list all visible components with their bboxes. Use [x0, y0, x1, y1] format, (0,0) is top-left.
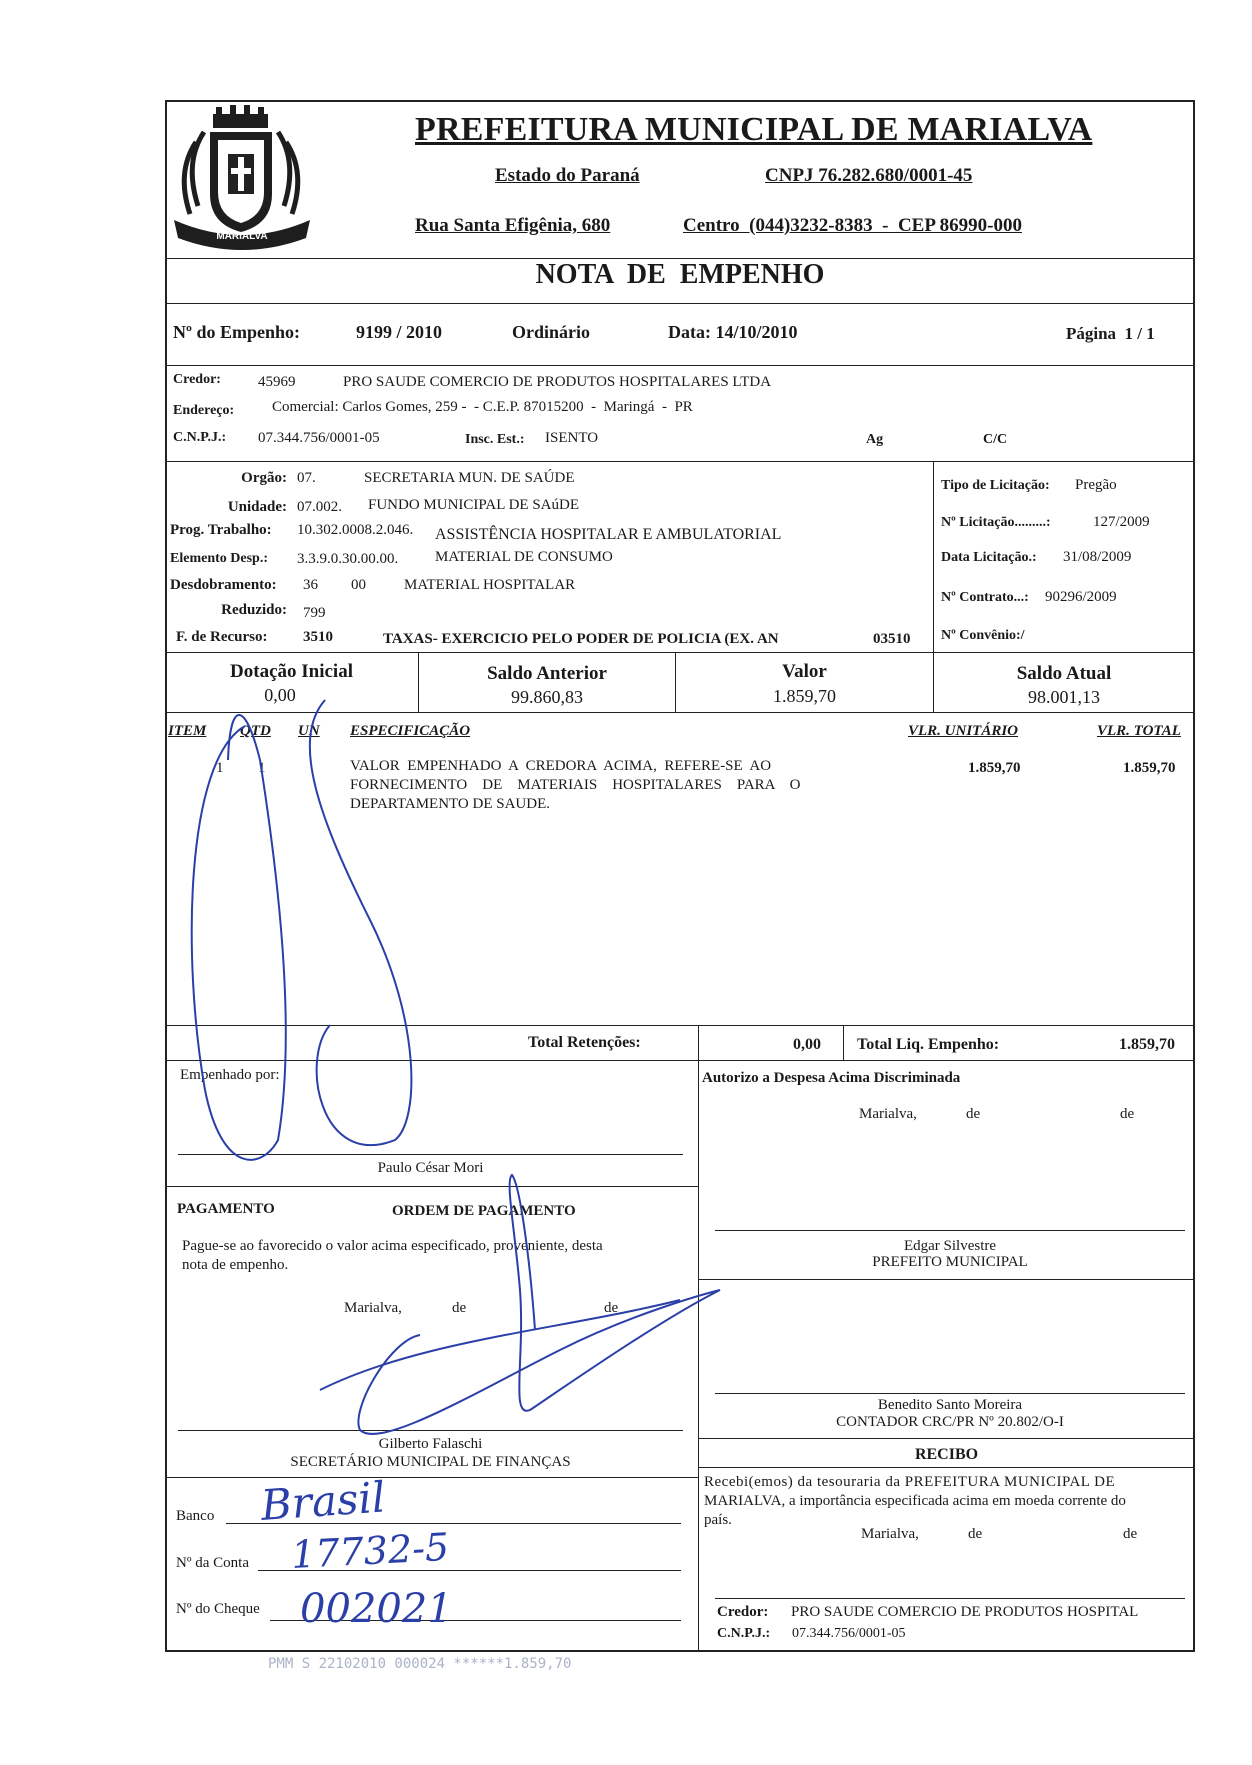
- document-title: NOTA DE EMPENHO: [535, 259, 825, 290]
- recibo-text2: MARIALVA, a importância especificada acima em moeda corrente do: [704, 1493, 1126, 1509]
- row-spec-line2: FORNECIMENTO DE MATERIAIS HOSPITALARES PARA O: [350, 777, 801, 793]
- recibo-de1: de: [968, 1526, 983, 1542]
- tipo-licitacao-label: Tipo de Licitação:: [941, 478, 1050, 493]
- valor-value: 1.859,70: [773, 686, 836, 706]
- insc-label: Insc. Est.:: [465, 432, 525, 447]
- credor-code: 45969: [258, 374, 296, 390]
- pagamento-text1: Pague-se ao favorecido o valor acima especificado, proveniente, desta: [182, 1238, 603, 1254]
- autorizo-de2: de: [1120, 1106, 1135, 1122]
- licitacao-date: 31/08/2009: [1063, 549, 1132, 565]
- retencoes-label: Total Retenções:: [528, 1034, 641, 1051]
- empenhado-label: Empenhado por:: [180, 1067, 280, 1083]
- autorizo-de1: de: [966, 1106, 981, 1122]
- recurso-code2: 03510: [873, 631, 911, 647]
- prog-label: Prog. Trabalho:: [170, 522, 272, 538]
- pagamento-label: PAGAMENTO: [177, 1201, 275, 1217]
- orgao-code: 07.: [297, 470, 316, 486]
- credor-name: PRO SAUDE COMERCIO DE PRODUTOS HOSPITALARES LTDA: [343, 374, 772, 390]
- cnpj-label: C.N.P.J.:: [173, 430, 227, 445]
- row-qtd: 1: [258, 760, 266, 776]
- conta-label: Nº da Conta: [176, 1555, 249, 1571]
- recibo-place: Marialva,: [861, 1526, 919, 1542]
- pagamento-place: Marialva,: [344, 1300, 402, 1316]
- autorizo-place: Marialva,: [859, 1106, 917, 1122]
- row-total-value: 1.859,70: [1123, 760, 1176, 776]
- col-item: ITEM: [168, 723, 207, 739]
- elemento-label: Elemento Desp.:: [170, 551, 268, 566]
- recibo-de2: de: [1123, 1526, 1138, 1542]
- elemento-value: MATERIAL DE CONSUMO: [435, 549, 613, 565]
- col-total: VLR. TOTAL: [1097, 723, 1181, 739]
- insc-value: ISENTO: [545, 430, 599, 446]
- contador-role: CONTADOR CRC/PR Nº 20.802/O-I: [836, 1414, 1064, 1430]
- total-liq-label: Total Liq. Empenho:: [857, 1036, 1000, 1053]
- saldo-atual-label: Saldo Atual: [1016, 663, 1112, 684]
- pagamento-text2: nota de empenho.: [182, 1257, 289, 1273]
- elemento-code: 3.3.9.0.30.00.00.: [297, 551, 399, 567]
- col-unit: VLR. UNITÁRIO: [908, 723, 1019, 739]
- desdobramento-sub: 00: [351, 577, 366, 593]
- pagamento-name: Gilberto Falaschi: [378, 1436, 483, 1452]
- unidade-value: FUNDO MUNICIPAL DE SAúDE: [368, 497, 579, 513]
- saldo-anterior-label: Saldo Anterior: [487, 663, 607, 684]
- address-line: Rua Santa Efigênia, 680: [415, 215, 611, 236]
- handwritten-cheque: 002021: [300, 1586, 453, 1632]
- crest-text: MARIALVA: [216, 231, 268, 242]
- contrato-value: 90296/2009: [1045, 589, 1117, 605]
- recibo-credor-name: PRO SAUDE COMERCIO DE PRODUTOS HOSPITAL: [791, 1604, 1139, 1620]
- recibo-title: RECIBO: [914, 1446, 979, 1463]
- reduzido-value: 799: [303, 605, 326, 621]
- desdobramento-value: MATERIAL HOSPITALAR: [404, 577, 576, 593]
- recurso-label: F. de Recurso:: [176, 629, 268, 645]
- credor-label: Credor:: [173, 372, 221, 387]
- cheque-label: Nº do Cheque: [176, 1601, 260, 1617]
- ordem-pagamento-label: ORDEM DE PAGAMENTO: [392, 1203, 576, 1219]
- crest-icon: [168, 102, 316, 254]
- payment-stamp: PMM S 22102010 000024 ******1.859,70: [268, 1656, 572, 1672]
- empenho-date: Data: 14/10/2010: [668, 322, 798, 342]
- recibo-cnpj-label: C.N.P.J.:: [717, 1626, 771, 1641]
- row-unit-value: 1.859,70: [968, 760, 1021, 776]
- municipal-crest: [168, 102, 316, 254]
- empenhado-name: Paulo César Mori: [377, 1160, 484, 1176]
- desdobramento-label: Desdobramento:: [170, 577, 277, 593]
- col-spec: ESPECIFICAÇÃO: [350, 723, 471, 739]
- recibo-credor-label: Credor:: [717, 1604, 769, 1620]
- address-label: Endereço:: [173, 403, 235, 418]
- reduzido-label: Reduzido:: [221, 602, 287, 618]
- row-item: 1: [216, 760, 224, 776]
- pagamento-de1: de: [452, 1300, 467, 1316]
- ag-label: Ag: [866, 432, 884, 447]
- dotacao-label: Dotação Inicial: [230, 661, 353, 682]
- credor-cnpj: 07.344.756/0001-05: [258, 430, 380, 446]
- unidade-code: 07.002.: [297, 499, 342, 515]
- convenio-label: Nº Convênio:/: [941, 628, 1025, 643]
- valor-label: Valor: [782, 661, 827, 682]
- cc-label: C/C: [983, 432, 1008, 447]
- empenho-type: Ordinário: [512, 322, 591, 342]
- row-spec-line3: DEPARTAMENTO DE SAUDE.: [350, 796, 550, 812]
- contact-line: Centro (044)3232-8383 - CEP 86990-000: [683, 215, 1022, 236]
- recurso-value: TAXAS- EXERCICIO PELO PODER DE POLICIA (EX. AN: [383, 631, 779, 647]
- prog-value: ASSISTÊNCIA HOSPITALAR E AMBULATORIAL: [435, 526, 782, 543]
- autorizo-role: PREFEITO MUNICIPAL: [872, 1254, 1028, 1270]
- contrato-label: Nº Contrato...:: [941, 590, 1029, 605]
- total-liq-value: 1.859,70: [1119, 1036, 1175, 1053]
- recibo-text1: Recebi(emos) da tesouraria da PREFEITURA MUNICIPAL DE: [704, 1474, 1116, 1490]
- municipality-title: PREFEITURA MUNICIPAL DE MARIALVA: [415, 111, 1093, 148]
- pagamento-de2: de: [604, 1300, 619, 1316]
- recibo-text3: país.: [704, 1512, 732, 1528]
- licitacao-date-label: Data Licitação.:: [941, 550, 1037, 565]
- handwritten-conta: 17732-5: [290, 1524, 451, 1577]
- handwritten-banco: Brasil: [259, 1472, 387, 1530]
- licitacao-number: 127/2009: [1093, 514, 1150, 530]
- row-spec-line1: VALOR EMPENHADO A CREDORA ACIMA, REFERE-SE AO: [350, 758, 772, 774]
- pagamento-role: SECRETÁRIO MUNICIPAL DE FINANÇAS: [290, 1454, 571, 1470]
- saldo-atual-value: 98.001,13: [1028, 687, 1100, 707]
- col-qtd: QTD: [240, 723, 271, 739]
- retencoes-value: 0,00: [793, 1036, 821, 1053]
- empenho-number: 9199 / 2010: [356, 322, 443, 342]
- unidade-label: Unidade:: [227, 499, 287, 515]
- col-un: UN: [298, 723, 320, 739]
- tipo-licitacao-value: Pregão: [1075, 477, 1117, 493]
- contador-name: Benedito Santo Moreira: [877, 1397, 1023, 1413]
- autorizo-label: Autorizo a Despesa Acima Discriminada: [702, 1070, 961, 1086]
- cnpj-header: CNPJ 76.282.680/0001-45: [765, 165, 973, 186]
- autorizo-name: Edgar Silvestre: [903, 1238, 997, 1254]
- recibo-cnpj-value: 07.344.756/0001-05: [792, 1626, 906, 1641]
- desdobramento-code: 36: [303, 577, 318, 593]
- empenho-label: Nº do Empenho:: [173, 322, 300, 342]
- saldo-anterior-value: 99.860,83: [511, 687, 583, 707]
- licitacao-number-label: Nº Licitação.........:: [941, 515, 1051, 530]
- page-number: Página 1 / 1: [1066, 324, 1155, 343]
- orgao-label: Orgão:: [241, 470, 287, 486]
- credor-address: Comercial: Carlos Gomes, 259 - - C.E.P. 87015200 - Maringá - PR: [272, 399, 693, 415]
- orgao-value: SECRETARIA MUN. DE SAÚDE: [364, 470, 575, 486]
- state-name: Estado do Paraná: [495, 165, 640, 186]
- dotacao-value: 0,00: [264, 685, 296, 705]
- recurso-code: 3510: [303, 629, 333, 645]
- prog-code: 10.302.0008.2.046.: [297, 522, 414, 538]
- banco-label: Banco: [176, 1508, 215, 1524]
